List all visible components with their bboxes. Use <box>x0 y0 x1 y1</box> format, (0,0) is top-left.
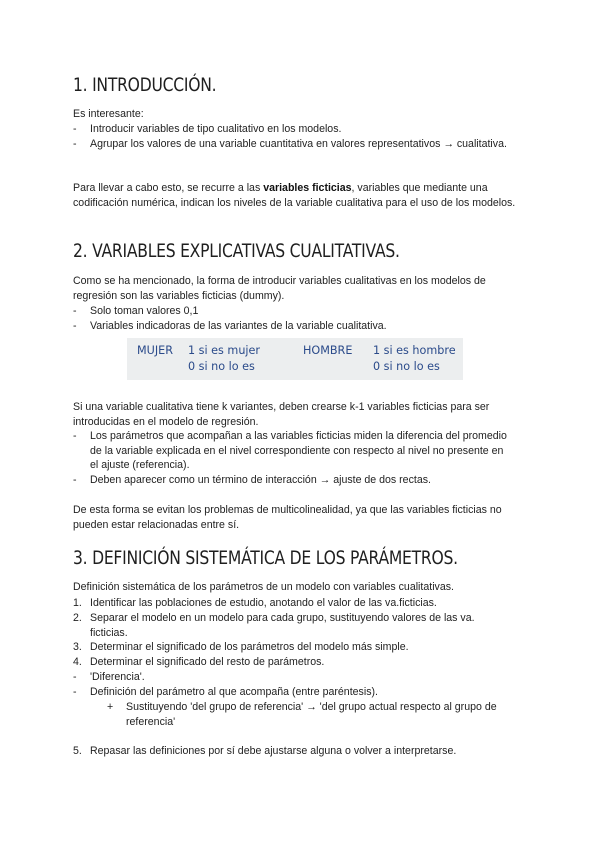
s2-bullet2-2-text: Deben aparecer como un término de interacción → ajuste de dos rectas. <box>90 474 431 486</box>
formula-hombre-zero: 0 si no lo es <box>373 360 440 373</box>
s2-paragraph-2: Si una variable cualitativa tiene k variantes, deben crearse k-1 variables ficticias para ser introducidas en el modelo de regresión. <box>73 401 490 428</box>
formula-mujer-label: MUJER <box>137 344 173 357</box>
section-title-definicion-sistematica: 3. DEFINICIÓN SISTEMÁTICA DE LOS PARÁMETROS. <box>73 547 458 569</box>
dash-marker: - <box>73 138 77 150</box>
dash-marker: - <box>73 430 77 442</box>
s1-bullet-1-text: Introducir variables de tipo cualitativo en los modelos. <box>90 123 342 135</box>
section-title-variables-explicativas: 2. VARIABLES EXPLICATIVAS CUALITATIVAS. <box>73 240 400 262</box>
s2-bullet-2 <box>73 319 510 334</box>
s3-step-4-text: Determinar el significado del resto de parámetros. <box>90 656 325 668</box>
s2-bullet2-1-text: Los parámetros que acompañan a las variables ficticias miden la diferencia del promedio de la variable explicada en el nivel correspondiente con respecto al nivel no presente en el ajuste (referencia). <box>90 430 507 472</box>
dummy-coding-formula-image <box>127 338 463 380</box>
section-title-introduccion: 1. INTRODUCCIÓN. <box>73 74 217 96</box>
s3-subbullet-text: Sustituyendo 'del grupo de referencia' → 'del grupo actual respecto al grupo de referencia' <box>126 701 497 728</box>
dash-marker: - <box>73 305 77 317</box>
formula-hombre-label: HOMBRE <box>303 344 353 357</box>
step-number: 1. <box>73 597 82 609</box>
s2-bullet2-2 <box>73 473 510 488</box>
s1-bullet-1 <box>73 122 510 137</box>
formula-hombre-one: 1 si es hombre <box>373 344 456 357</box>
s3-dash-2 <box>73 685 510 700</box>
dash-marker: - <box>73 671 77 683</box>
s3-dash-1-text: 'Diferencia'. <box>90 671 145 683</box>
s3-dash-2-text: Definición del parámetro al que acompaña (entre paréntesis). <box>90 686 378 698</box>
s3-step-2 <box>73 611 510 640</box>
s3-step-3-text: Determinar el significado de los parámetros del modelo más simple. <box>90 641 409 653</box>
formula-mujer-zero: 0 si no lo es <box>188 360 255 373</box>
s3-intro: Definición sistemática de los parámetros de un modelo con variables cualitativas. <box>73 581 454 593</box>
s3-step-1-text: Identificar las poblaciones de estudio, anotando el valor de las va.ficticias. <box>90 597 437 609</box>
step-number: 3. <box>73 641 82 653</box>
s3-step-3 <box>73 640 510 655</box>
s1-para-after: , variables que mediante una codificación numérica, indican los niveles de la variable cualitativa para el uso de los modelos. <box>73 182 516 209</box>
s1-para-before: Para llevar a cabo esto, se recurre a las <box>73 182 264 194</box>
step-number: 5. <box>73 745 82 757</box>
dash-marker: - <box>73 686 77 698</box>
dash-marker: - <box>73 474 77 486</box>
s3-dash-1 <box>73 670 510 685</box>
s3-step-2-text: Separar el modelo en un modelo para cada grupo, sustituyendo valores de las va. ficticias. <box>90 612 475 639</box>
s2-bullet-1-text: Solo toman valores 0,1 <box>90 305 199 317</box>
step-number: 4. <box>73 656 82 668</box>
s1-paragraph <box>73 181 525 210</box>
s3-subbullet <box>107 700 518 729</box>
dash-marker: - <box>73 320 77 332</box>
s1-bullet-2 <box>73 137 510 152</box>
formula-mujer-one: 1 si es mujer <box>188 344 261 357</box>
s1-intro: Es interesante: <box>73 108 144 120</box>
s3-step-4 <box>73 655 510 670</box>
s2-paragraph-3: De esta forma se evitan los problemas de multicolinealidad, ya que las variables ficticias no pueden estar relacionadas entre sí. <box>73 504 502 531</box>
s2-bullet-2-text: Variables indicadoras de las variantes de la variable cualitativa. <box>90 320 387 332</box>
s2-bullet-1 <box>73 304 510 319</box>
s1-bullet-2-text: Agrupar los valores de una variable cuantitativa en valores representativos → cualitativa. <box>90 138 507 150</box>
s3-step-5 <box>73 744 510 759</box>
s2-bullet2-1 <box>73 429 510 473</box>
plus-marker: + <box>107 701 114 713</box>
s2-paragraph-1: Como se ha mencionado, la forma de introducir variables cualitativas en los modelos de regresión son las variables ficticias (dummy). <box>73 275 486 302</box>
s1-para-bold: variables ficticias <box>263 182 352 194</box>
s3-step-5-text: Repasar las definiciones por sí debe ajustarse alguna o volver a interpretarse. <box>90 745 457 757</box>
step-number: 2. <box>73 612 82 624</box>
s3-step-1 <box>73 596 510 611</box>
dash-marker: - <box>73 123 77 135</box>
